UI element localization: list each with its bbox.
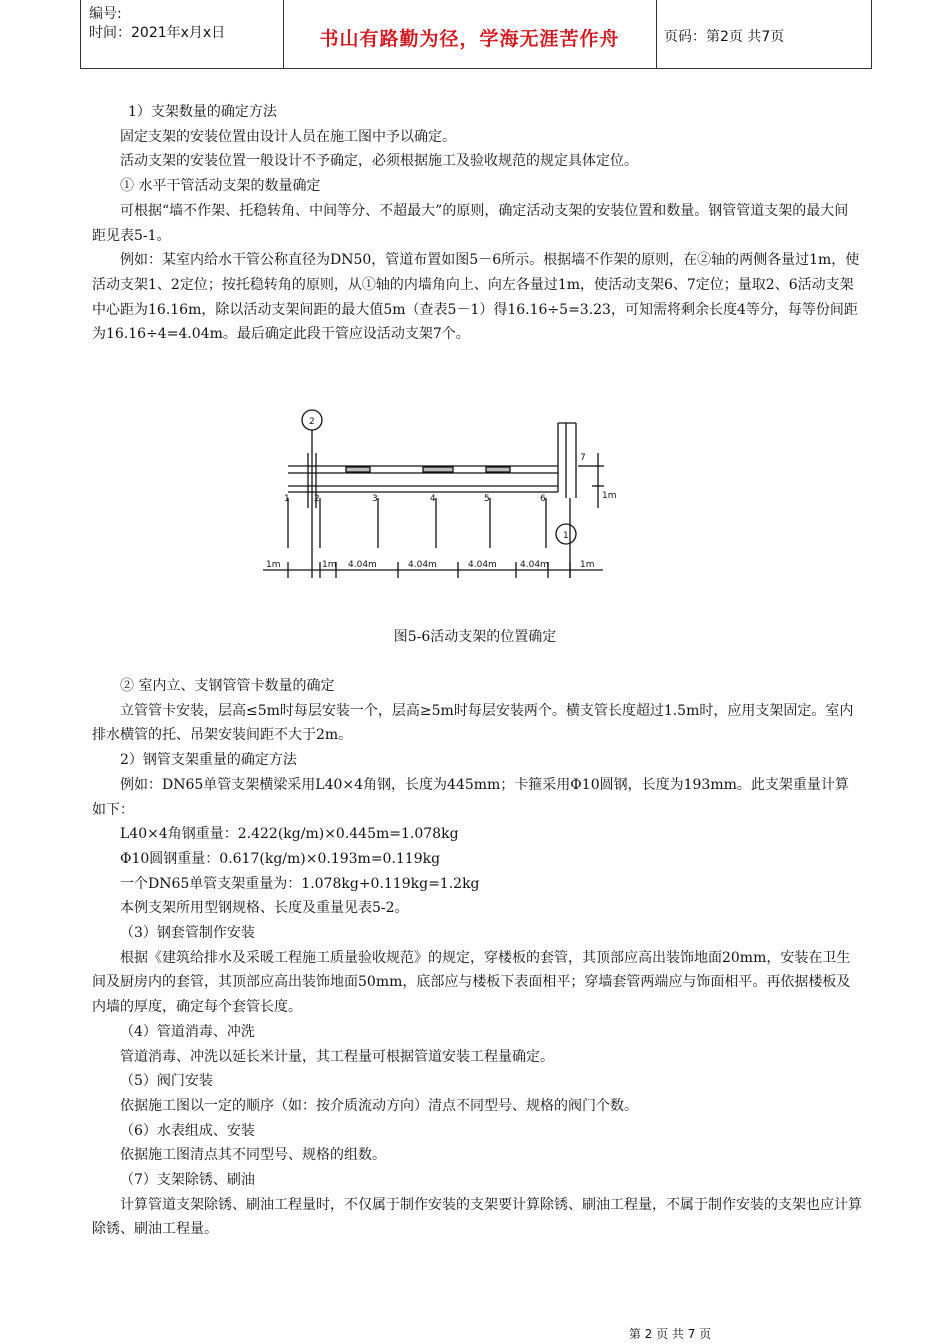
- paragraph: 根据《建筑给排水及采暖工程施工质量验收规范》的规定，穿楼板的套管，其顶部应高出装饰地面20mm，安装在卫生间及厨房内的套管，其顶部应高出装饰地面50mm，底部应与楼板下表面相平；穿墙套管两端应与饰面相平。再依据楼板及内墙的厚度，确定每个套管长度。: [92, 949, 851, 1016]
- side-dimension-label: 1m: [602, 491, 617, 501]
- figure-caption: 图5-6活动支架的位置确定: [393, 629, 557, 645]
- body-text-bottom: [92, 674, 862, 1242]
- header-page-cell: [656, 0, 871, 68]
- paragraph: 立管管卡安装，层高≤5m时每层安装一个，层高≥5m时每层安装两个。横支管长度超过1.5m时，应用支架固定。室内排水横管的托、吊架安装间距不大于2m。: [92, 702, 854, 744]
- page-footer: 第 2 页 共 7 页: [628, 1327, 712, 1341]
- heading: （6）水表组成、安装: [120, 1122, 255, 1139]
- document-time: 时间：2021年x月x日: [89, 25, 226, 41]
- dimension-label: 4.04m: [468, 560, 497, 570]
- header-info-cell: [81, 0, 284, 68]
- dimension-label: 1m: [322, 560, 337, 570]
- header-motto-cell: [283, 0, 657, 68]
- paragraph: 活动支架的安装位置一般设计不予确定，必须根据施工及验收规范的规定具体定位。: [120, 153, 638, 170]
- axis-1-label: 1: [563, 531, 569, 541]
- formula-line: 一个DN65单管支架重量为：1.078kg+0.119kg=1.2kg: [120, 875, 480, 892]
- page-header: [80, 0, 872, 69]
- heading: （7）支架除锈、刷油: [120, 1172, 255, 1189]
- paragraph: 计算管道支架除锈、刷油工程量时，不仅属于制作安装的支架要计算除锈、刷油工程量，不属于制作安装的支架也应计算除锈、刷油工程量。: [92, 1196, 862, 1238]
- support-label: 1: [284, 494, 290, 504]
- axis-2-label: 2: [309, 417, 315, 427]
- example-paragraph: 例如：某室内给水干管公称直径为DN50，管道布置如图5－6所示。根据墙不作架的原则，在②轴的两侧各量过1m，使活动支架1、2定位；按托稳转角的原则，从①轴的内墙角向上、向左各量过1m，使活动支架6、7定位；量取2、6活动支架中心距为16.16m，除以活动支架间距的最大值5m（查表5－1）得16.16÷5=3.23，可知需将剩余长度4等分，每等份间距为16.16÷4=4.04m。最后确定此段干管应设活动支架7个。: [92, 252, 860, 343]
- paragraph: 依据施工图清点其不同型号、规格的组数。: [120, 1147, 386, 1164]
- support-label: 4: [430, 494, 436, 504]
- paragraph: 管道消毒、冲洗以延长米计量，其工程量可根据管道安装工程量确定。: [120, 1048, 554, 1065]
- heading: （4）管道消毒、冲洗: [120, 1023, 255, 1040]
- paragraph: 依据施工图以一定的顺序（如：按介质流动方向）清点不同型号、规格的阀门个数。: [120, 1097, 638, 1114]
- paragraph: 本例支架所用型钢规格、长度及重量见表5-2。: [120, 900, 409, 917]
- page-indicator: 页码：第2页 共7页: [664, 29, 785, 45]
- body-text-top: [92, 100, 862, 347]
- heading-support-count: 1）支架数量的确定方法: [128, 104, 277, 120]
- support-label: 7: [580, 453, 586, 463]
- subheading: ① 水平干管活动支架的数量确定: [120, 178, 321, 195]
- formula-line: L40×4角钢重量：2.422(kg/m)×0.445m=1.078kg: [120, 826, 459, 843]
- dimension-label: 1m: [580, 560, 595, 570]
- dimension-label: 4.04m: [520, 560, 549, 570]
- dimension-label: 4.04m: [348, 560, 377, 570]
- paragraph: 固定支架的安装位置由设计人员在施工图中予以确定。: [120, 128, 456, 145]
- paragraph: 可根据“墙不作架、托稳转角、中间等分、不超最大”的原则，确定活动支架的安装位置和数量。钢管管道支架的最大间距见表5-1。: [92, 202, 849, 244]
- support-label: 5: [484, 494, 490, 504]
- support-label: 6: [540, 494, 546, 504]
- document-number: 编号:: [89, 6, 122, 22]
- heading: （3）钢套管制作安装: [120, 925, 255, 942]
- paragraph: 例如：DN65单管支架横梁采用L40×4角钢，长度为445mm；卡箍采用Φ10圆钢，长度为193mm。此支架重量计算如下：: [92, 776, 849, 818]
- support-label: 3: [372, 494, 378, 504]
- formula-line: Φ10圆钢重量：0.617(kg/m)×0.193m=0.119kg: [120, 850, 441, 867]
- dimension-label: 4.04m: [408, 560, 437, 570]
- heading: 2）钢管支架重量的确定方法: [120, 752, 297, 769]
- subheading: ② 室内立、支钢管管卡数量的确定: [120, 678, 335, 694]
- dimension-label: 1m: [266, 560, 281, 570]
- heading: （5）阀门安装: [120, 1073, 213, 1090]
- support-layout-figure: [258, 398, 618, 588]
- support-label: 2: [314, 494, 320, 504]
- motto: 书山有路勤为径，学海无涯苦作舟: [319, 28, 620, 50]
